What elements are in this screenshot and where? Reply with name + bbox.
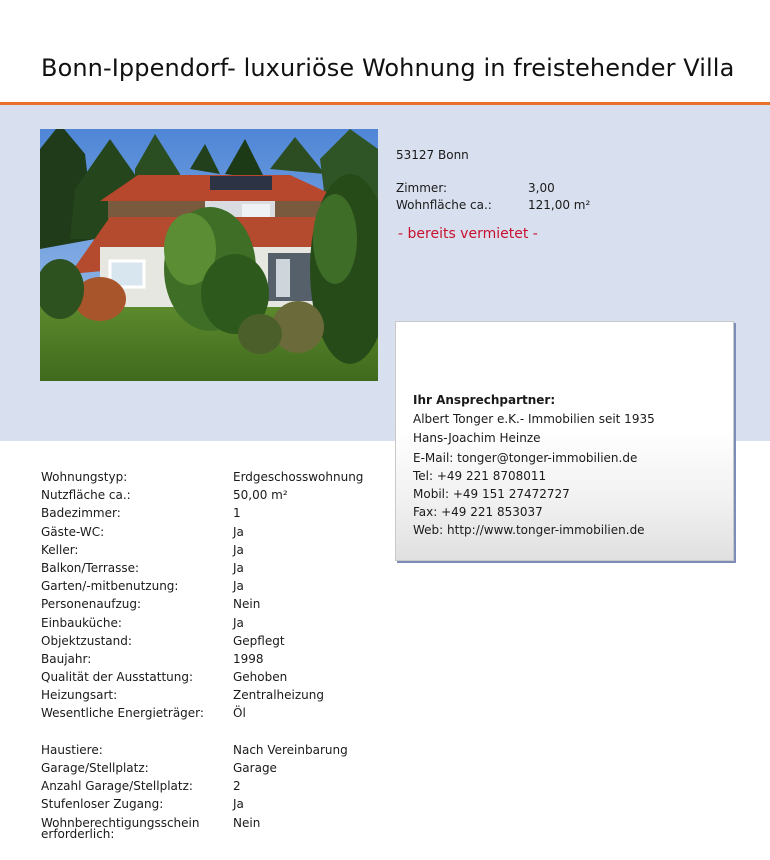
detail-label: Garten/-mitbenutzung: (41, 579, 179, 593)
summary-label-rooms: Zimmer: (396, 181, 448, 195)
contact-person: Hans-Joachim Heinze (413, 431, 541, 445)
rental-status: - bereits vermietet - (398, 226, 538, 242)
detail-value: Ja (233, 525, 244, 539)
detail-value: 1 (233, 506, 241, 520)
detail-value: 50,00 m² (233, 488, 288, 502)
detail-label: Einbauküche: (41, 616, 122, 630)
detail-label: Objektzustand: (41, 634, 132, 648)
detail-label: Nutzfläche ca.: (41, 488, 131, 502)
detail-value: Ja (233, 797, 244, 811)
detail-label: Anzahl Garage/Stellplatz: (41, 779, 193, 793)
detail-label-line1: Wohnberechtigungsschein (41, 816, 200, 830)
location-text: 53127 Bonn (396, 148, 469, 162)
detail-value: 1998 (233, 652, 264, 666)
contact-box (395, 321, 734, 561)
detail-label: Qualität der Ausstattung: (41, 670, 194, 684)
detail-value: Zentralheizung (233, 688, 324, 702)
contact-fax: Fax: +49 221 853037 (413, 505, 543, 519)
detail-value: Öl (233, 706, 246, 720)
contact-website[interactable]: Web: http://www.tonger-immobilien.de (413, 523, 645, 537)
detail-value: Gepflegt (233, 634, 285, 648)
contact-mobile: Mobil: +49 151 27472727 (413, 487, 570, 501)
detail-label: Wesentliche Energieträger: (41, 706, 204, 720)
page-title: Bonn-Ippendorf- luxuriöse Wohnung in freistehender Villa (41, 54, 735, 82)
detail-label: Baujahr: (41, 652, 92, 666)
detail-value: Ja (233, 561, 244, 575)
summary-label-living-area: Wohnfläche ca.: (396, 198, 492, 212)
detail-label: Heizungsart: (41, 688, 118, 702)
detail-label: Keller: (41, 543, 79, 557)
detail-value: Garage (233, 761, 277, 775)
detail-label: Garage/Stellplatz: (41, 761, 149, 775)
detail-value: Ja (233, 616, 244, 630)
detail-value: Nein (233, 816, 261, 830)
contact-phone: Tel: +49 221 8708011 (413, 469, 547, 483)
detail-label-line2: erforderlich: (41, 827, 115, 841)
detail-value: Gehoben (233, 670, 288, 684)
detail-label: Stufenloser Zugang: (41, 797, 164, 811)
detail-label: Personenaufzug: (41, 597, 142, 611)
detail-value: Ja (233, 579, 244, 593)
detail-value: Ja (233, 543, 244, 557)
detail-label: Gäste-WC: (41, 525, 105, 539)
detail-value: Erdgeschosswohnung (233, 470, 364, 484)
contact-company: Albert Tonger e.K.- Immobilien seit 1935 (413, 412, 655, 426)
detail-label: Badezimmer: (41, 506, 121, 520)
contact-email[interactable]: E-Mail: tonger@tonger-immobilien.de (413, 451, 638, 465)
detail-label: Wohnungstyp: (41, 470, 128, 484)
detail-value: Nein (233, 597, 261, 611)
contact-heading: Ihr Ansprechpartner: (413, 393, 556, 407)
property-photo (40, 129, 378, 381)
detail-label: Haustiere: (41, 743, 103, 757)
summary-value-living-area: 121,00 m² (528, 198, 591, 212)
detail-value: Nach Vereinbarung (233, 743, 348, 757)
summary-value-rooms: 3,00 (528, 181, 555, 195)
detail-value: 2 (233, 779, 241, 793)
detail-label: Balkon/Terrasse: (41, 561, 140, 575)
